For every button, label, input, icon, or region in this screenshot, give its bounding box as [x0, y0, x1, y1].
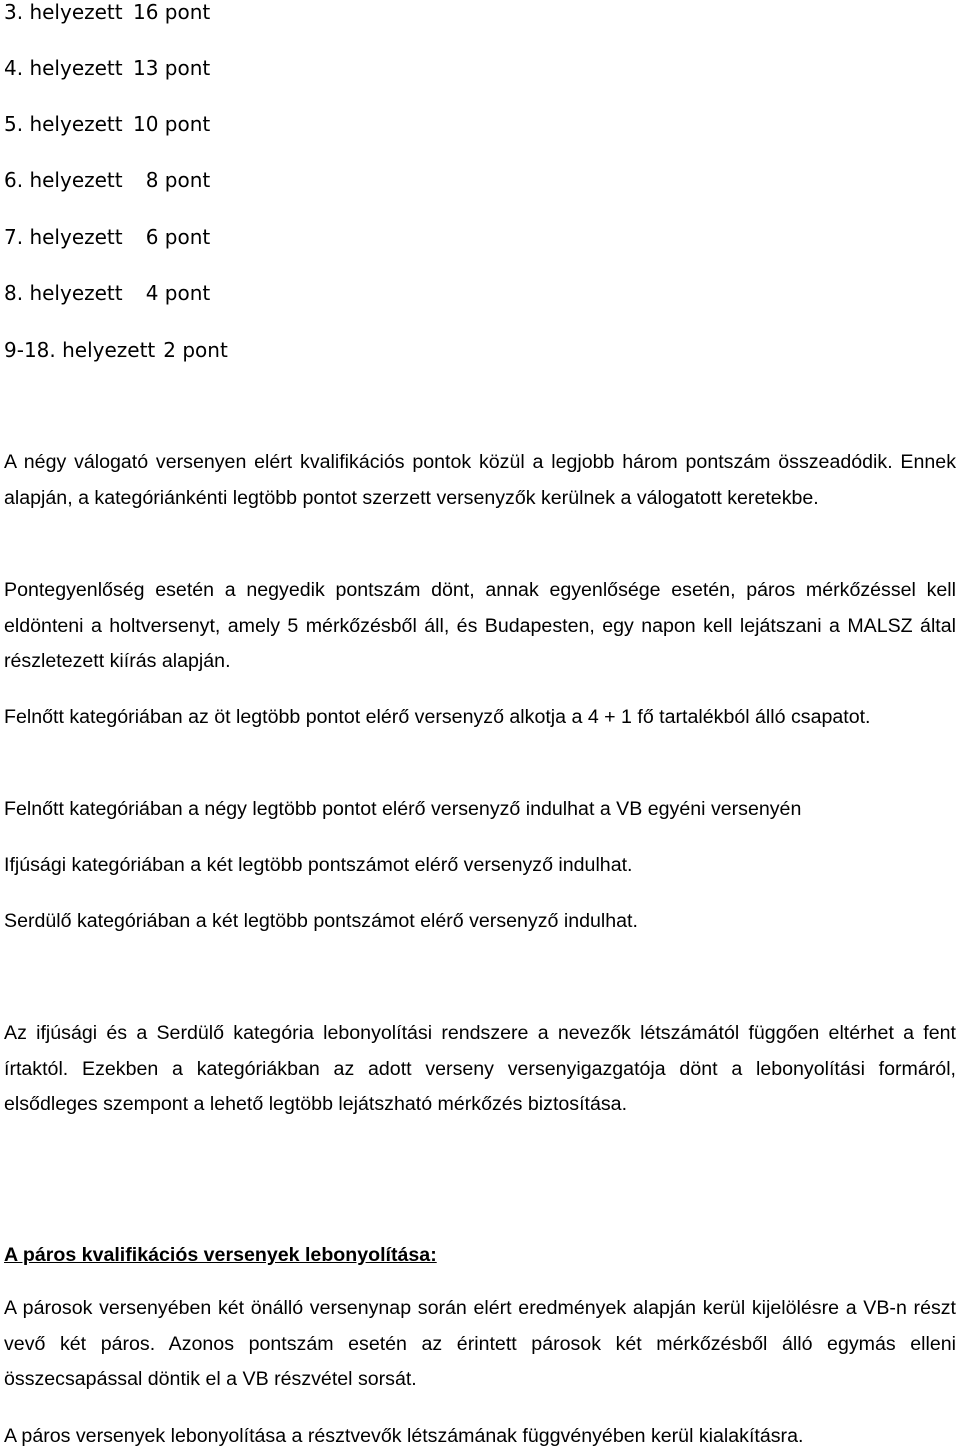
- ranking-place: 6. helyezett: [4, 168, 123, 192]
- adult-team-paragraph: Felnőtt kategóriában az öt legtöbb pontot elérő versenyző alkotja a 4 + 1 fő tartalékból álló csapatot.: [4, 706, 871, 728]
- ranking-row: [4, 281, 210, 305]
- ranking-place: 9-18. helyezett: [4, 338, 156, 362]
- ranking-points: 8 pont: [133, 168, 211, 192]
- ranking-row: [4, 0, 210, 24]
- ranking-row: [4, 225, 210, 249]
- ranking-row: [4, 338, 228, 362]
- summation-paragraph: A négy válogató versenyen elért kvalifikációs pontok közül a legjobb három pontszám összeadódik. Ennek alapján, a kategóriánkénti legtöbb pontot szerzett versenyzők kerülnek a válogatott keretekbe.: [4, 451, 956, 509]
- youth-paragraph: Ifjúsági kategóriában a két legtöbb pontszámot elérő versenyző indulhat.: [4, 854, 633, 876]
- tiebreak-paragraph: Pontegyenlőség esetén a negyedik pontszám dönt, annak egyenlősége esetén, páros mérkőzéssel kell eldönteni a holtversenyt, amely 5 mérkőzésből áll, és Budapesten, egy napon kell lejátszani a MALSZ által részletezett kiírás alapján.: [4, 579, 956, 672]
- ranking-place: 7. helyezett: [4, 225, 123, 249]
- pairs-section-heading: A páros kvalifikációs versenyek lebonyolítása:: [4, 1244, 437, 1266]
- ranking-row: [4, 168, 210, 192]
- ranking-place: 8. helyezett: [4, 281, 123, 305]
- ranking-points: 4 pont: [133, 281, 211, 305]
- ranking-row: [4, 112, 210, 136]
- cadet-paragraph: Serdülő kategóriában a két legtöbb pontszámot elérő versenyző indulhat.: [4, 910, 638, 932]
- ranking-points: 10 pont: [133, 112, 211, 136]
- ranking-place: 4. helyezett: [4, 56, 123, 80]
- ranking-points: 13 pont: [133, 56, 211, 80]
- ranking-row: [4, 56, 210, 80]
- ranking-points: 6 pont: [133, 225, 211, 249]
- pairs-organisation-paragraph: A páros versenyek lebonyolítása a résztvevők létszámának függvényében kerül kialakításra.: [4, 1425, 804, 1447]
- pairs-selection-paragraph: A párosok versenyében két önálló versenynap során elért eredmények alapján kerül kijelölésre a VB-n részt vevő két páros. Azonos pontszám esetén az érintett párosok két mérkőzésből álló egymás elleni összecsapással döntik el a VB részvétel sorsát.: [4, 1297, 956, 1390]
- ranking-points: 2 pont: [163, 338, 228, 362]
- format-note-paragraph: Az ifjúsági és a Serdülő kategória lebonyolítási rendszere a nevezők létszámától függően eltérhet a fent írtaktól. Ezekben a kategóriákban az adott verseny versenyigazgatója dönt a lebonyolítási formáról, elsődleges szempont a lehető legtöbb lejátszható mérkőzés biztosítása.: [4, 1022, 956, 1115]
- ranking-place: 3. helyezett: [4, 0, 123, 24]
- ranking-points: 16 pont: [133, 0, 211, 24]
- adult-individual-paragraph: Felnőtt kategóriában a négy legtöbb pontot elérő versenyző indulhat a VB egyéni versenyén: [4, 798, 802, 820]
- ranking-place: 5. helyezett: [4, 112, 123, 136]
